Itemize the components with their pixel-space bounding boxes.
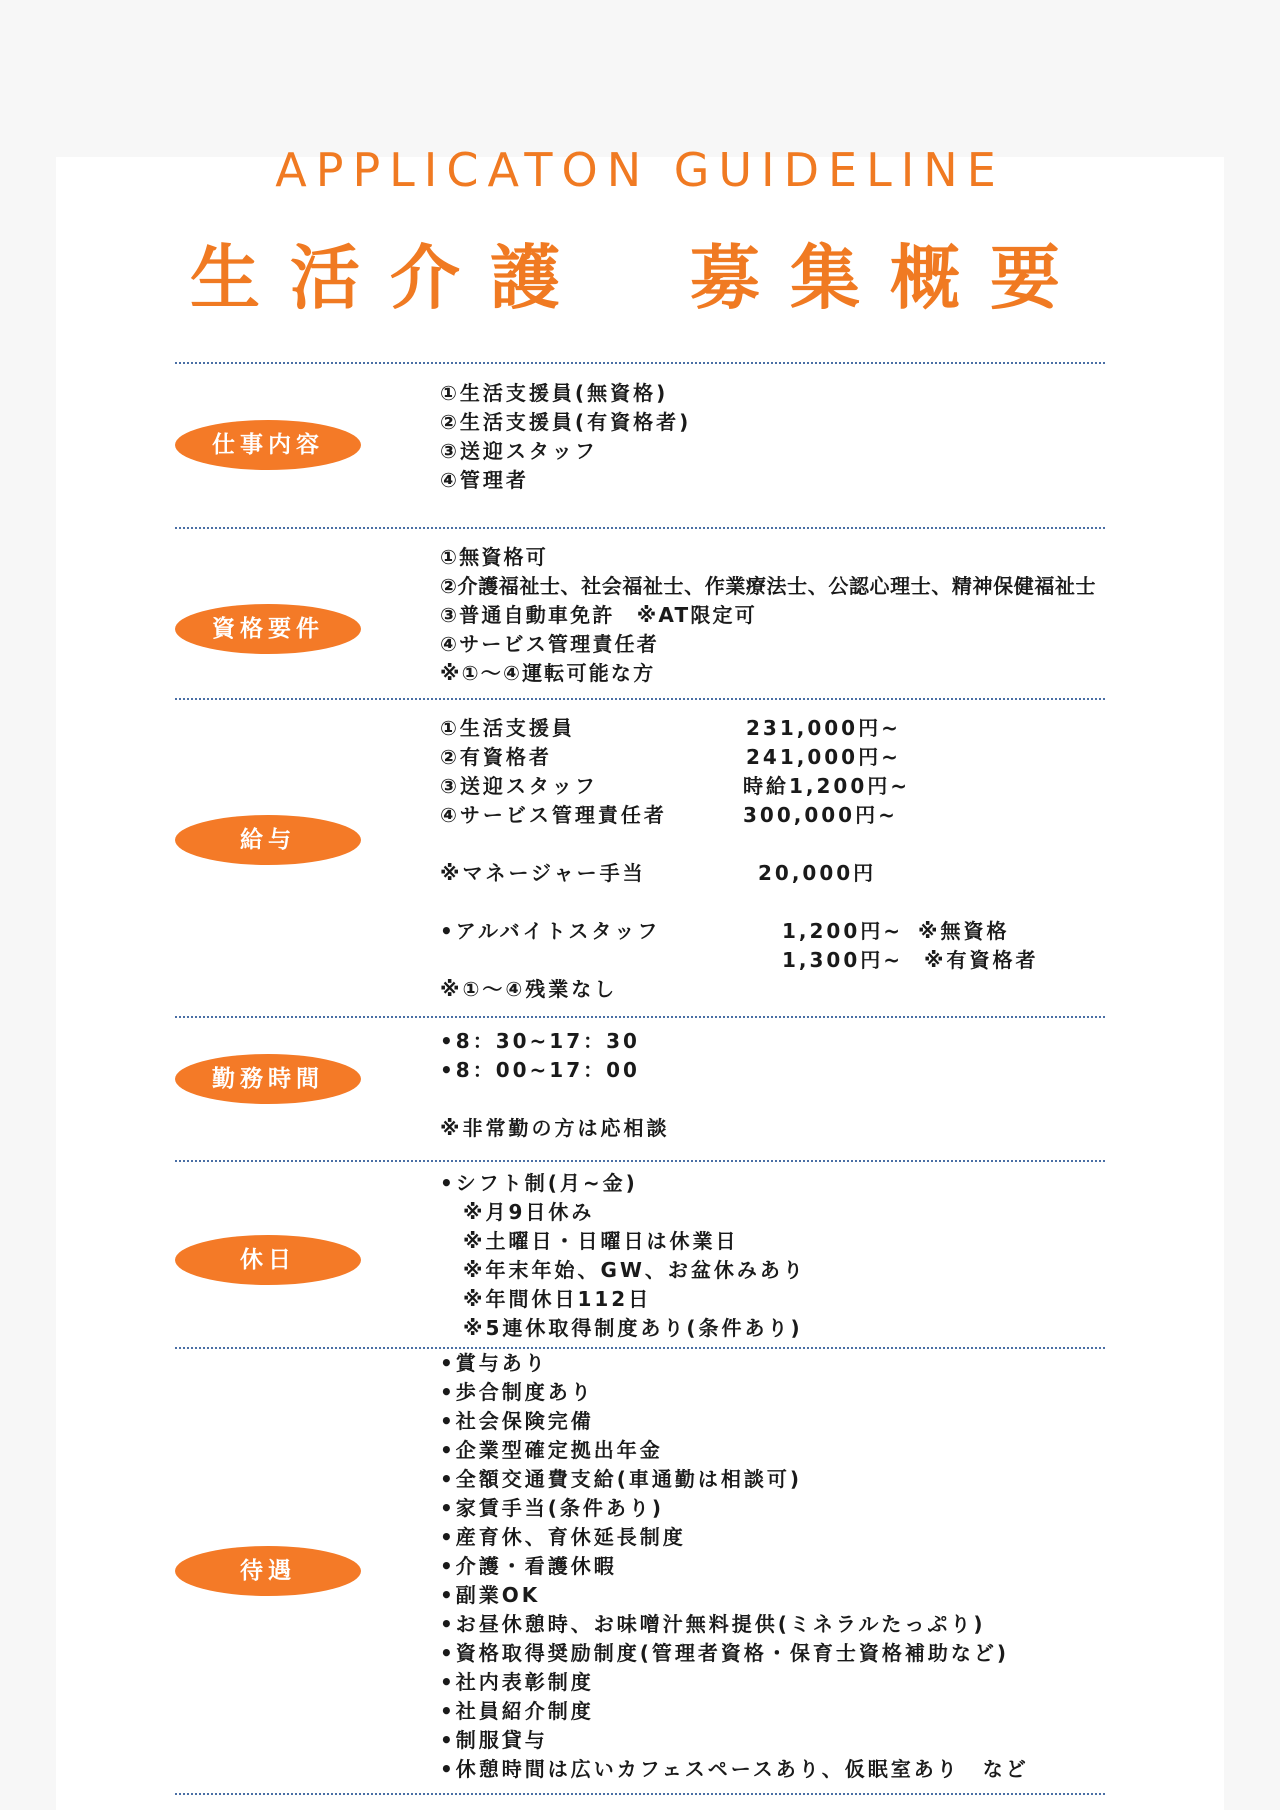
holiday-line: ※土曜日・日曜日は休業日 [440,1229,739,1253]
benefit-item: •お昼休憩時、お味噌汁無料提供(ミネラルたっぷり) [440,1612,986,1636]
part-time-amount: 1,300円~ [782,948,904,972]
hours-line: •8：00~17：00 [440,1058,640,1082]
divider [175,362,1105,364]
holiday-line: ※月9日休み [440,1200,595,1224]
job-line: ②生活支援員(有資格者) [440,410,692,434]
qualification-line: ②介護福祉士、社会福祉士、作業療法士、公認心理士、精神保健福祉士 [440,574,1097,598]
benefits-content [440,1349,1029,1784]
benefit-item: •歩合制度あり [440,1380,594,1404]
holiday-line: ※年間休日112日 [440,1287,652,1311]
title-english: APPLICATON GUIDELINE [275,143,1005,197]
divider [175,527,1105,529]
section-label-hours: 勤務時間 [175,1054,361,1104]
benefit-item: •企業型確定拠出年金 [440,1438,663,1462]
hours-line [440,1085,669,1114]
benefit-item: •賞与あり [440,1351,548,1375]
job-line: ③送迎スタッフ [440,439,598,463]
section-label-job: 仕事内容 [175,420,361,470]
qualification-line: ③普通自動車免許 ※AT限定可 [440,603,757,627]
holiday-line: ※5連休取得制度あり(条件あり) [440,1316,803,1340]
salary-row-name: ③送迎スタッフ [440,774,598,798]
benefit-item: •家賃手当(条件あり) [440,1496,665,1520]
benefit-item: •産育休、育休延長制度 [440,1525,686,1549]
hours-line: ※非常勤の方は応相談 [440,1116,670,1140]
salary-row-amount: 241,000円~ [746,745,901,769]
divider [175,1793,1105,1795]
title-japanese: 生活介護 募集概要 [190,237,1090,319]
benefit-item: •介護・看護休暇 [440,1554,617,1578]
benefit-item: •全額交通費支給(車通勤は相談可) [440,1467,803,1491]
salary-row-amount: 時給1,200円~ [743,774,911,798]
part-time-label: •アルバイトスタッフ [440,919,661,943]
qualification-line: ④サービス管理責任者 [440,632,659,656]
divider [175,1160,1105,1162]
benefit-item: •制服貸与 [440,1728,548,1752]
divider [175,698,1105,700]
part-time-note: ※有資格者 [924,948,1039,972]
job-line: ④管理者 [440,468,529,492]
job-line: ①生活支援員(無資格) [440,381,669,405]
salary-row-name: ②有資格者 [440,745,552,769]
qualification-line: ※①～④運転可能な方 [440,661,656,685]
qualification-line: ①無資格可 [440,545,548,569]
benefit-item: •副業OK [440,1583,541,1607]
section-label-qualification: 資格要件 [175,604,361,654]
manager-allowance-amount: 20,000円 [758,861,877,885]
job-content [440,379,691,495]
salary-row-amount: 300,000円~ [743,803,898,827]
salary-content [440,714,1060,1004]
holiday-content [440,1169,806,1343]
holiday-line: •シフト制(月~金) [440,1171,638,1195]
hours-line: •8：30~17：30 [440,1029,640,1053]
qualification-content [440,543,1096,688]
salary-row-name: ④サービス管理責任者 [440,803,667,827]
benefit-item: •休憩時間は広いカフェスペースあり、仮眠室あり など [440,1757,1029,1781]
part-time-amount: 1,200円~ [782,919,904,943]
holiday-line: ※年末年始、GW、お盆休みあり [440,1258,806,1282]
hours-content [440,1027,669,1143]
salary-row-amount: 231,000円~ [746,716,901,740]
part-time-note: ※無資格 [918,919,1010,943]
salary-note: ※①～④残業なし [440,977,618,1001]
section-label-benefits: 待遇 [175,1546,361,1596]
section-label-salary: 給与 [175,815,361,865]
salary-row-name: ①生活支援員 [440,716,575,740]
benefit-item: •社会保険完備 [440,1409,594,1433]
manager-allowance-label: ※マネージャー手当 [440,861,646,885]
benefit-item: •社内表彰制度 [440,1670,594,1694]
divider [175,1016,1105,1018]
benefit-item: •社員紹介制度 [440,1699,594,1723]
benefit-item: •資格取得奨励制度(管理者資格・保育士資格補助など) [440,1641,1010,1665]
section-label-holiday: 休日 [175,1235,361,1285]
